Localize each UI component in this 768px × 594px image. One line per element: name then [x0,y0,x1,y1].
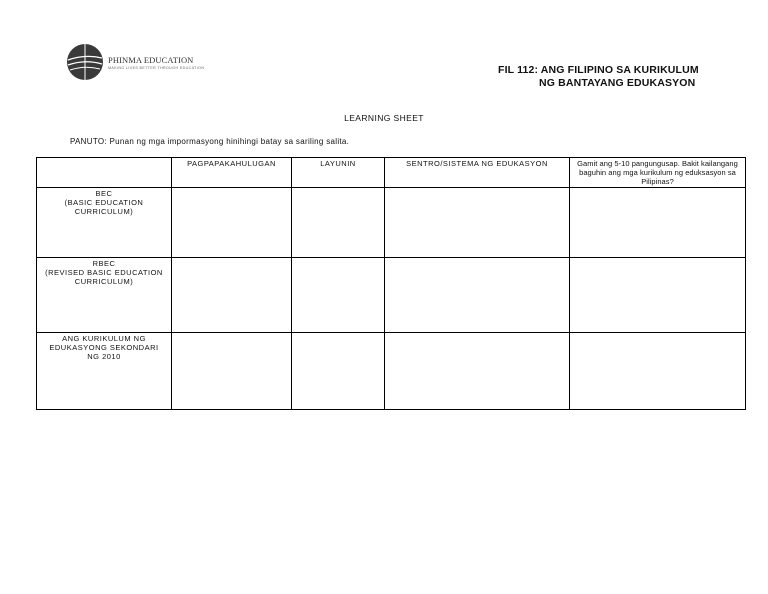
logo-name: PHINMA EDUCATION [108,55,194,65]
course-title-line1: FIL 112: ANG FILIPINO SA KURIKULUM [498,64,699,76]
header-cell-pagpapakahulugan: PAGPAPAKAHULUGAN [172,158,292,188]
phinma-globe-icon [66,43,104,81]
answer-cell[interactable] [385,188,570,258]
table-row [37,257,746,333]
answer-cell[interactable] [172,257,292,333]
table-row [37,188,746,258]
row-label-sekondari-2010 [37,333,172,410]
course-title-line2: NG BANTAYANG EDUKASYON [539,76,696,89]
sheet-title: LEARNING SHEET [344,113,424,123]
course-title [498,64,699,89]
row-label-line: ANG KURIKULUM NG [62,334,146,344]
answer-cell[interactable] [172,333,292,410]
row-label-bec [37,188,172,258]
answer-cell[interactable] [570,333,746,410]
header-cell-empty [37,158,172,188]
table-header-row [37,158,746,188]
table-row [37,333,746,410]
header-cell-layunin: LAYUNIN [292,158,385,188]
row-label-line: (REVISED BASIC EDUCATION [45,267,163,277]
header-cell-sentro-sistema: SENTRO/SISTEMA NG EDUKASYON [385,158,570,188]
answer-cell[interactable] [292,188,385,258]
row-label-line: RBEC [92,258,116,268]
logo-tagline: MAKING LIVES BETTER THROUGH EDUCATION [108,66,205,70]
row-label-line: CURRICULUM) [74,207,134,217]
row-label-line: (BASIC EDUCATION [64,198,144,208]
row-label-rbec [37,257,172,333]
answer-cell[interactable] [292,257,385,333]
row-label-line: BEC [95,189,113,199]
answer-cell[interactable] [385,257,570,333]
answer-cell[interactable] [172,188,292,258]
answer-cell[interactable] [570,188,746,258]
row-label-line: EDUKASYONG SEKONDARI [49,343,159,353]
learning-sheet-table [36,157,746,410]
row-label-line: CURRICULUM) [74,276,134,286]
row-label-line: NG 2010 [87,352,121,362]
header-cell-question: Gamit ang 5-10 pangungusap. Bakit kailangang baguhin ang mga kurikulum ng eduksasyon sa Pilipinas? [570,158,746,188]
answer-cell[interactable] [570,257,746,333]
answer-cell[interactable] [385,333,570,410]
answer-cell[interactable] [292,333,385,410]
phinma-logo [66,43,206,83]
instructions: PANUTO: Punan ng mga impormasyong hinihingi batay sa sariling salita. [70,137,350,146]
